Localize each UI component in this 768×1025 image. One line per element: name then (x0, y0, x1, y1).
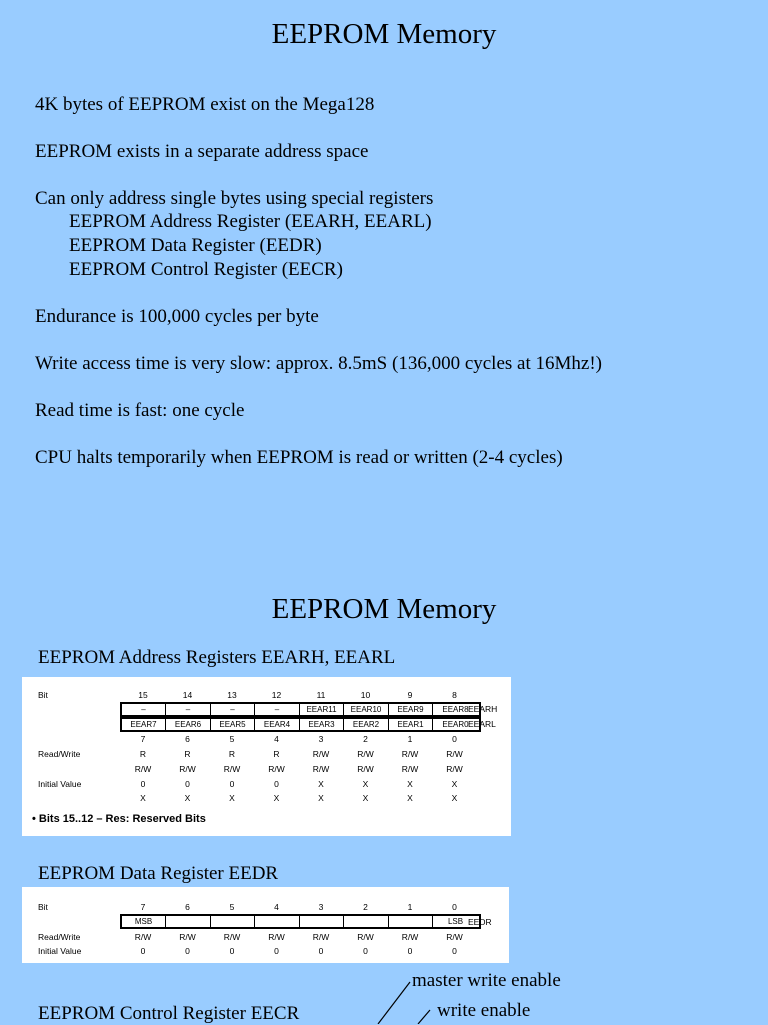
read-write-value: R/W (401, 749, 419, 759)
read-write-value: R/W (312, 932, 330, 942)
bit-label: Bit (38, 902, 48, 912)
bit-number: 12 (271, 690, 282, 700)
register-bit-cell: – (167, 704, 211, 717)
read-write-value: R/W (223, 932, 241, 942)
reserved-bits-note: • Bits 15..12 – Res: Reserved Bits (32, 813, 206, 825)
address-register-table (22, 677, 511, 836)
register-bit-cell (256, 916, 300, 929)
register-bit-cell: EEAR4 (256, 719, 300, 732)
read-write-value: R/W (312, 764, 330, 774)
read-write-label: Read/Write (38, 749, 81, 759)
read-write-value: R/W (179, 932, 196, 942)
read-write-value: R (228, 749, 236, 759)
text-line: Endurance is 100,000 cycles per byte (35, 306, 319, 327)
bit-number: 11 (316, 690, 326, 700)
initial-value: 0 (363, 946, 368, 956)
initial-value-label: Initial Value (38, 946, 82, 956)
master-write-enable-pointer (378, 982, 410, 1024)
bit-number: 13 (227, 690, 237, 700)
initial-value: X (362, 779, 369, 789)
initial-value: X (140, 793, 146, 803)
eearl-register-row (120, 717, 481, 732)
text-line: EEPROM Data Register (EEDR) (69, 235, 322, 256)
text-line: 4K bytes of EEPROM exist on the Mega128 (35, 94, 375, 115)
read-write-value: R (273, 749, 280, 759)
bit-number: 6 (185, 734, 190, 744)
bit-number: 3 (318, 734, 324, 744)
register-bit-cell (167, 916, 211, 929)
register-bit-cell (211, 916, 255, 929)
read-write-value: R/W (446, 932, 463, 942)
register-bit-cell: EEAR10 (345, 704, 389, 717)
register-bit-cell: – (256, 704, 300, 717)
bit-number: 8 (452, 690, 457, 700)
bit-number: 5 (229, 734, 235, 744)
initial-value: X (407, 793, 413, 803)
read-write-value: R/W (179, 764, 196, 774)
initial-value: X (318, 779, 324, 789)
bit-number: 9 (407, 690, 413, 700)
read-write-value: R/W (401, 764, 419, 774)
read-write-value: R/W (357, 764, 374, 774)
register-bit-cell: EEAR0 (442, 720, 469, 729)
eedr-label: EEDR (468, 917, 492, 927)
read-write-value: R/W (446, 764, 463, 774)
bit-number: 7 (140, 902, 146, 912)
read-write-value: R (139, 749, 147, 759)
control-register-heading: EEPROM Control Register EECR (38, 1003, 300, 1024)
bit-number: 1 (407, 902, 413, 912)
bit-number: 4 (274, 902, 279, 912)
bit-label: Bit (38, 690, 48, 700)
register-bit-cell: EEAR3 (300, 719, 344, 732)
bit-number: 4 (274, 734, 279, 744)
eearl-label: EEARL (468, 719, 496, 729)
initial-value: X (318, 793, 324, 803)
text-line: EEPROM exists in a separate address space (35, 141, 369, 162)
bit-number: 2 (363, 902, 368, 912)
initial-value: 0 (407, 946, 413, 956)
read-write-value: R/W (134, 932, 152, 942)
register-bit-cell (389, 916, 433, 929)
register-bit-cell (345, 916, 389, 929)
read-write-value: R/W (223, 764, 241, 774)
bit-number: 6 (185, 902, 190, 912)
register-bit-cell: EEAR5 (211, 719, 255, 732)
initial-value: X (273, 793, 280, 803)
register-bit-cell: MSB (122, 916, 166, 929)
initial-value: 0 (229, 779, 235, 789)
data-register-table (22, 887, 509, 963)
initial-value: 0 (318, 946, 324, 956)
read-write-value: R/W (134, 764, 152, 774)
text-line: EEPROM Address Register (EEARH, EEARL) (69, 211, 432, 232)
register-bit-cell (300, 916, 344, 929)
register-bit-cell: EEAR8 (442, 705, 469, 714)
slide-2-title: EEPROM Memory (271, 593, 497, 625)
initial-value: 0 (140, 779, 146, 789)
slide-1-title: EEPROM Memory (271, 18, 497, 50)
eearh-register-row (120, 702, 481, 717)
register-bit-cell: – (122, 704, 166, 717)
initial-value: X (451, 779, 458, 789)
initial-value: 0 (274, 946, 279, 956)
register-bit-cell: EEAR1 (389, 719, 433, 732)
initial-value: 0 (452, 946, 457, 956)
master-write-enable-callout: master write enable (412, 970, 561, 991)
read-write-label: Read/Write (38, 932, 81, 942)
read-write-value: R/W (446, 749, 463, 759)
eearh-label: EEARH (468, 704, 498, 714)
register-bit-cell: LSB (447, 917, 464, 926)
read-write-value: R/W (357, 749, 374, 759)
bit-number: 15 (138, 690, 148, 700)
text-line: Can only address single bytes using special registers (35, 188, 434, 209)
register-bit-cell: EEAR6 (167, 719, 211, 732)
register-bit-cell: – (211, 704, 255, 717)
text-line: EEPROM Control Register (EECR) (69, 259, 343, 280)
initial-value: X (407, 779, 413, 789)
bit-number: 0 (452, 734, 457, 744)
read-write-value: R/W (312, 749, 330, 759)
register-bit-cell: EEAR9 (389, 704, 433, 717)
read-write-value: R/W (357, 932, 374, 942)
initial-value: X (362, 793, 369, 803)
read-write-value: R/W (401, 932, 419, 942)
initial-value: 0 (140, 946, 146, 956)
initial-value-label: Initial Value (38, 779, 82, 789)
write-enable-callout: write enable (437, 1000, 531, 1021)
read-write-value: R (184, 749, 191, 759)
read-write-value: R/W (268, 932, 285, 942)
bit-number: 1 (407, 734, 413, 744)
initial-value: 0 (274, 779, 279, 789)
register-bit-cell: EEAR11 (300, 704, 344, 717)
text-line: Read time is fast: one cycle (35, 400, 245, 421)
initial-value: X (184, 793, 191, 803)
initial-value: X (229, 793, 235, 803)
bit-number: 0 (452, 902, 457, 912)
eedr-register-row (120, 914, 481, 929)
initial-value: X (451, 793, 458, 803)
initial-value: 0 (185, 946, 190, 956)
bit-number: 5 (229, 902, 235, 912)
register-bit-cell: EEAR7 (122, 719, 166, 732)
bit-number: 3 (318, 902, 324, 912)
bit-number: 7 (140, 734, 146, 744)
register-bit-cell: EEAR2 (345, 719, 389, 732)
bit-number: 10 (360, 690, 371, 700)
address-registers-heading: EEPROM Address Registers EEARH, EEARL (38, 647, 396, 668)
write-enable-pointer (418, 1010, 430, 1024)
data-register-heading: EEPROM Data Register EEDR (38, 863, 279, 884)
initial-value: 0 (229, 946, 235, 956)
bit-number: 2 (363, 734, 368, 744)
text-line: Write access time is very slow: approx. 8.5mS (136,000 cycles at 16Mhz!) (35, 353, 602, 374)
initial-value: 0 (185, 779, 190, 789)
read-write-value: R/W (268, 764, 285, 774)
bit-number: 14 (182, 690, 193, 700)
text-line: CPU halts temporarily when EEPROM is read or written (2-4 cycles) (35, 447, 563, 468)
